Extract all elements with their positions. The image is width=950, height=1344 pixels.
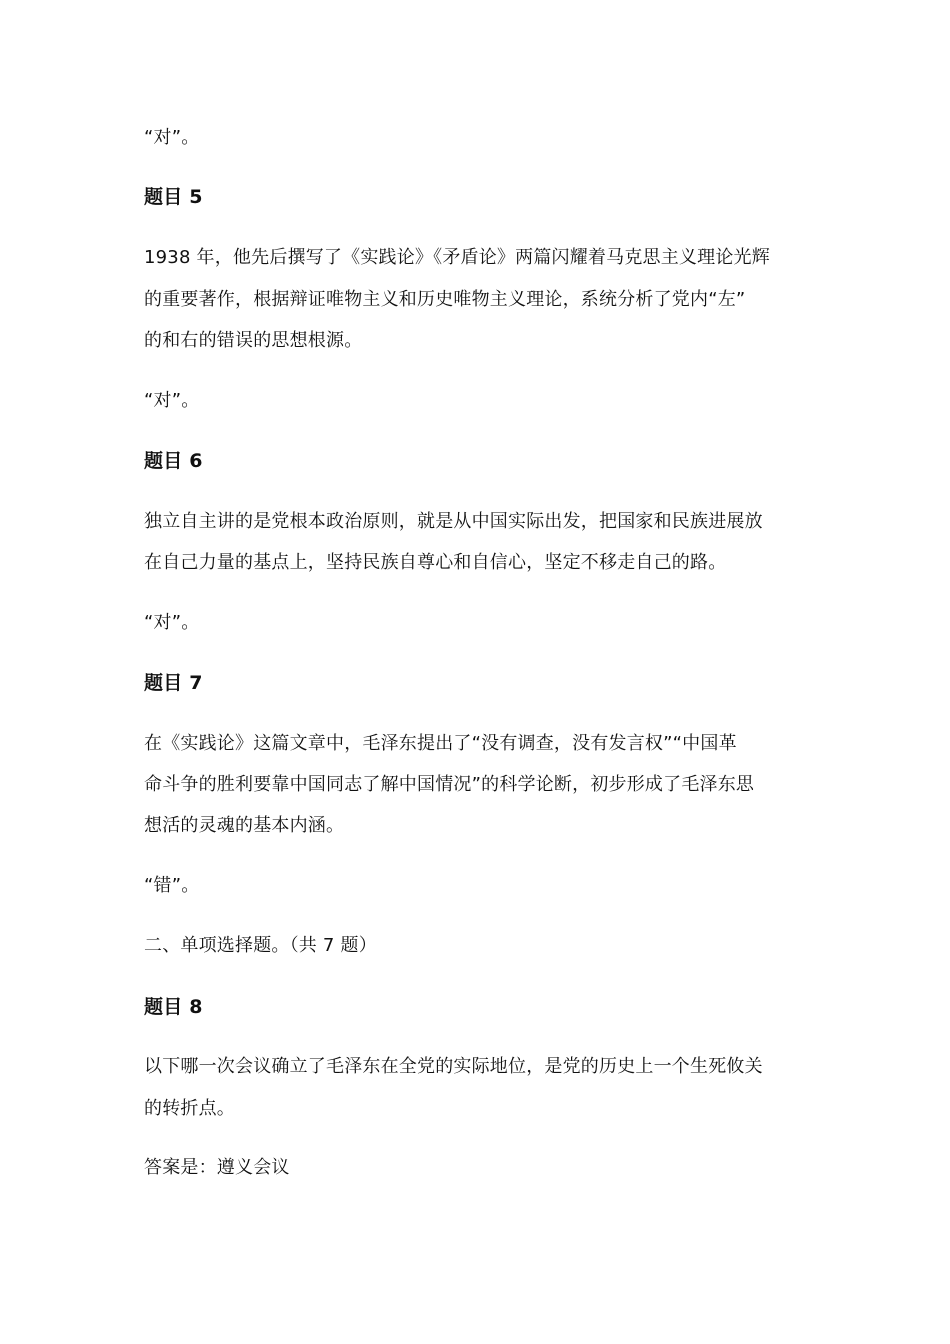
answer-text: 答案是：遵义会议 <box>144 1157 290 1178</box>
answer-text: “错”。 <box>144 875 200 896</box>
question-heading: 题目 6 <box>144 450 203 472</box>
question-text-line: 在自己力量的基点上，坚持民族自尊心和自信心，坚定不移走自己的路。 <box>144 552 727 573</box>
question-heading: 题目 5 <box>144 186 203 208</box>
question-text-line: 以下哪一次会议确立了毛泽东在全党的实际地位，是党的历史上一个生死攸关 <box>144 1056 763 1077</box>
question-text-line: 的转折点。 <box>144 1098 235 1119</box>
question-text-line: 1938 年，他先后撰写了《实践论》《矛盾论》两篇闪耀着马克思主义理论光辉 <box>144 247 770 268</box>
question-text-line: 命斗争的胜利要靠中国同志了解中国情况”的科学论断，初步形成了毛泽东思 <box>144 774 755 795</box>
question-heading: 题目 7 <box>144 672 203 694</box>
question-text-line: 的和右的错误的思想根源。 <box>144 330 363 351</box>
answer-text: “对”。 <box>144 390 200 411</box>
question-heading: 题目 8 <box>144 996 203 1018</box>
question-text-line: 的重要著作，根据辩证唯物主义和历史唯物主义理论，系统分析了党内“左” <box>144 289 746 310</box>
section-heading: 二、单项选择题。（共 7 题） <box>144 935 377 956</box>
question-text-line: 在《实践论》这篇文章中，毛泽东提出了“没有调查，没有发言权”“中国革 <box>144 733 737 754</box>
question-text-line: 想活的灵魂的基本内涵。 <box>144 815 345 836</box>
answer-text: “对”。 <box>144 127 200 148</box>
answer-text: “对”。 <box>144 612 200 633</box>
question-text-line: 独立自主讲的是党根本政治原则，就是从中国实际出发，把国家和民族进展放 <box>144 511 763 532</box>
